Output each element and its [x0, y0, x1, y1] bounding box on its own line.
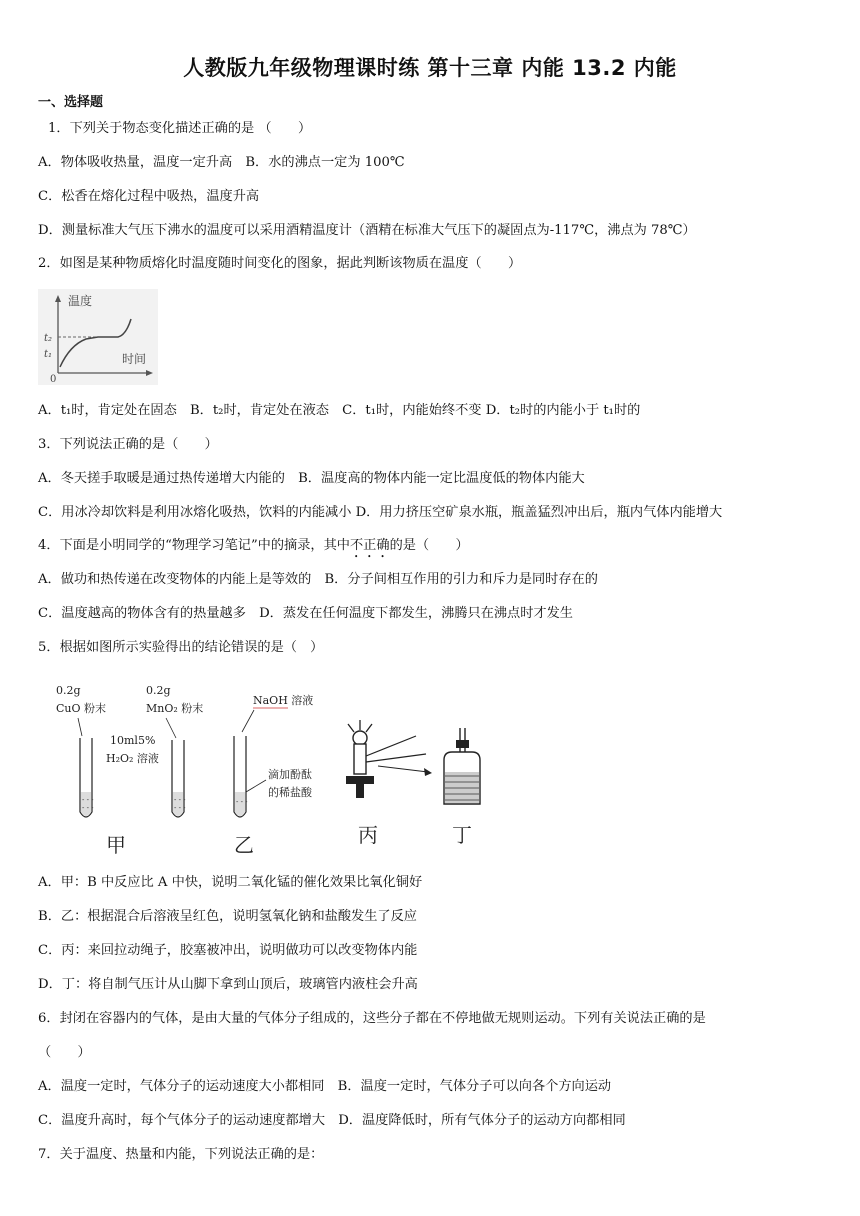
- graph-xlabel: 时间: [122, 352, 147, 366]
- graph-ylabel: 温度: [68, 294, 93, 308]
- homemade-barometer: [444, 728, 480, 804]
- label-jia: 甲: [106, 833, 126, 857]
- rope-tube-apparatus: [346, 720, 432, 798]
- question-4-option-ab: A．做功和热传递在改变物体的内能上是等效的 B．分子间相互作用的引力和斥力是同时存在的: [38, 572, 598, 587]
- graph-origin-label: 0: [50, 374, 57, 385]
- question-4-stem: 4．下面是小明同学的“物理学习笔记”中的摘录，其中: [38, 538, 350, 553]
- question-1: 1．下列关于物态变化描述正确的是 （ ）: [48, 121, 312, 136]
- question-4-option-cd: C．温度越高的物体含有的热量越多 D．蒸发在任何温度下都发生，沸腾只在沸点时才发生: [38, 606, 573, 621]
- jia-mass-label: 0.2g: [56, 684, 81, 697]
- question-2: 2．如图是某种物质熔化时温度随时间变化的图象，据此判断该物质在温度（ ）: [38, 256, 522, 271]
- label-ding: 丁: [452, 823, 472, 847]
- question-2-options: A．t₁时，肯定处在固态 B．t₂时，肯定处在液态 C．t₁时，内能始终不变 D．t₂时的内能小于 t₁时的: [38, 403, 641, 418]
- phenolphthalein-label: 滴加酚酞: [268, 768, 312, 781]
- question-3: 3．下列说法正确的是（ ）: [38, 437, 218, 452]
- naoh-label: NaOH 溶液: [253, 694, 314, 707]
- question-6: 6．封闭在容器内的气体，是由大量的气体分子组成的，这些分子都在不停地做无规则运动。下列有关说法正确的是: [38, 1011, 706, 1026]
- label-bing: 丙: [358, 823, 378, 847]
- mno2-mass-label: 0.2g: [146, 684, 171, 697]
- section-heading: 一、选择题: [38, 95, 104, 110]
- question-1-option-c: C．松香在熔化过程中吸热，温度升高: [38, 189, 260, 204]
- question-4-tail: 的是（ ）: [389, 538, 469, 553]
- question-5-option-c: C．丙：来回拉动绳子，胶塞被冲出，说明做功可以改变物体内能: [38, 943, 418, 958]
- h2o2-label: H₂O₂ 溶液: [106, 752, 159, 765]
- melting-graph: [38, 289, 158, 385]
- page-title: 人教版九年级物理课时练 第十三章 内能 13.2 内能: [183, 56, 677, 80]
- mno2-label: MnO₂ 粉末: [146, 702, 204, 715]
- experiment-figure: [48, 680, 488, 860]
- question-5: 5．根据如图所示实验得出的结论错误的是（ ）: [38, 640, 324, 655]
- jia-cuo-label: CuO 粉末: [56, 702, 107, 715]
- question-4: [38, 537, 469, 561]
- h2o2-volume-label: 10ml5%: [110, 734, 156, 747]
- svg-text:- - -: - - -: [82, 804, 94, 812]
- question-6-blank: （ ）: [38, 1045, 91, 1060]
- question-4-emphasis: 不正确: [350, 538, 390, 553]
- hydrochloric-acid-label: 的稀盐酸: [268, 786, 312, 799]
- question-5-option-a: A．甲：B 中反应比 A 中快，说明二氧化锰的催化效果比氧化铜好: [38, 875, 423, 890]
- label-yi: 乙: [234, 833, 254, 857]
- question-6-option-ab: A．温度一定时，气体分子的运动速度大小都相同 B．温度一定时，气体分子可以向各个方向运动: [38, 1079, 612, 1094]
- question-5-option-d: D．丁：将自制气压计从山脚下拿到山顶后，玻璃管内液柱会升高: [38, 977, 418, 992]
- graph-t1-label: t₁: [44, 349, 53, 360]
- question-3-option-ab: A．冬天搓手取暖是通过热传递增大内能的 B．温度高的物体内能一定比温度低的物体内能大: [38, 471, 585, 486]
- graph-t2-label: t₂: [44, 333, 53, 344]
- svg-text:- - -: - - -: [174, 804, 186, 812]
- question-1-option-ab: A．物体吸收热量，温度一定升高 B．水的沸点一定为 100℃: [38, 155, 405, 170]
- question-7: 7．关于温度、热量和内能，下列说法正确的是：: [38, 1147, 324, 1162]
- question-6-option-cd: C．温度升高时，每个气体分子的运动速度都增大 D．温度降低时，所有气体分子的运动方向都相同: [38, 1113, 626, 1128]
- question-3-option-cd: C．用冰冷却饮料是利用冰熔化吸热，饮料的内能减小 D．用力挤压空矿泉水瓶，瓶盖猛烈冲出后，瓶内气体内能增大: [38, 505, 723, 520]
- svg-text:- - -: - - -: [236, 798, 248, 806]
- svg-text:- - -: - - -: [174, 796, 186, 804]
- question-1-option-d: D．测量标准大气压下沸水的温度可以采用酒精温度计（酒精在标准大气压下的凝固点为-117℃，沸点为 78℃）: [38, 223, 696, 238]
- svg-text:- - -: - - -: [82, 796, 94, 804]
- question-5-option-b: B．乙：根据混合后溶液呈红色，说明氢氧化钠和盐酸发生了反应: [38, 909, 417, 924]
